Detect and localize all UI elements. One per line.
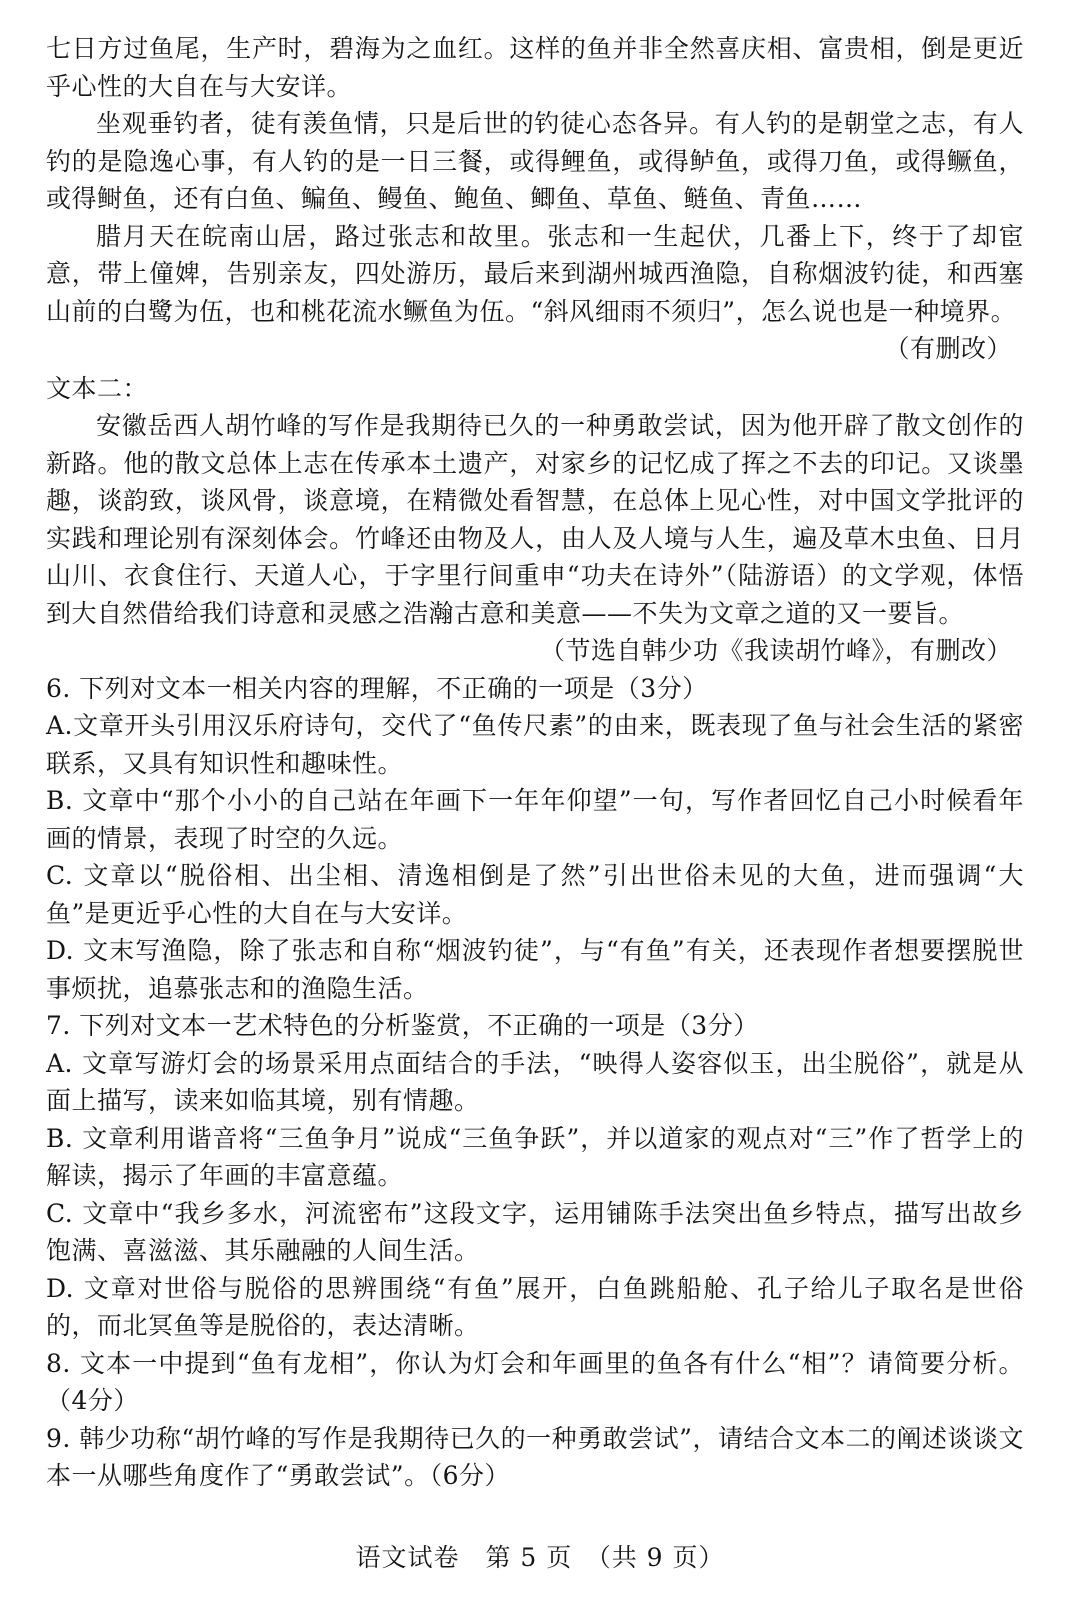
question-9 (46, 1420, 1024, 1495)
option-c: C. 文章中“我乡多水，河流密布”这段文字，运用铺陈手法突出鱼乡特点，描写出故乡饱满、喜滋滋、其乐融融的人间生活。 (46, 1198, 1024, 1265)
option-c: C. 文章以“脱俗相、出尘相、清逸相倒是了然”引出世俗未见的大鱼，进而强调“大鱼”是更近乎心性的大自在与大安详。 (46, 861, 1024, 928)
option-d: D. 文末写渔隐，除了张志和自称“烟波钓徒”，与“有鱼”有关，还表现作者想要摆脱世事烦扰，追慕张志和的渔隐生活。 (46, 936, 1024, 1003)
question-stem: 8. 文本一中提到“鱼有龙相”，你认为灯会和年画里的鱼各有什么“相”？请简要分析。（4分） (46, 1348, 1024, 1415)
section-heading: 文本二： (46, 373, 149, 403)
paragraph: 安徽岳西人胡竹峰的写作是我期待已久的一种勇敢尝试，因为他开辟了散文创作的新路。他的散文总体上志在传承本土遗产，对家乡的记忆成了挥之不去的印记。又谈墨趣，谈韵致，谈风骨，谈意境，在精微处看智慧，在总体上见心性，对中国文学批评的实践和理论别有深刻体会。竹峰还由物及人，由人及人境与人生，遍及草木虫鱼、日月山川、衣食住行、天道人心，于字里行间重申“功夫在诗外”（陆游语）的文学观，体悟到大自然借给我们诗意和灵感之浩瀚古意和美意——不失为文章之道的又一要旨。 (46, 411, 1024, 628)
question-7 (46, 1007, 1024, 1345)
question-stem: 6. 下列对文本一相关内容的理解，不正确的一项是（3分） (46, 673, 708, 703)
revision-note: （有删改） (884, 334, 1012, 363)
question-6 (46, 670, 1024, 1008)
paragraph: 七日方过鱼尾，生产时，碧海为之血红。这样的鱼并非全然喜庆相、富贵相，倒是更近乎心性的大自在与大安详。 (46, 34, 1024, 101)
page-footer: 语文试卷 第 5 页 （共 9 页） (355, 1543, 725, 1572)
paragraph: 腊月天在皖南山居，路过张志和故里。张志和一生起伏，几番上下，终于了却宦意，带上僮婢，告别亲友，四处游历，最后来到湖州城西渔隐，自称烟波钓徒，和西塞山前的白鹭为伍，也和桃花流水鳜鱼为伍。“斜风细雨不须归”，怎么说也是一种境界。 (46, 221, 1024, 326)
question-stem: 9. 韩少功称“胡竹峰的写作是我期待已久的一种勇敢尝试”，请结合文本二的阐述谈谈文本一从哪些角度作了“勇敢尝试”。（6分） (46, 1423, 1024, 1490)
text-two (46, 370, 1024, 670)
option-a: A. 文章写游灯会的场景采用点面结合的手法，“映得人姿容似玉，出尘脱俗”，就是从面上描写，读来如临其境，别有情趣。 (46, 1048, 1024, 1115)
option-d: D. 文章对世俗与脱俗的思辨围绕“有鱼”展开，白鱼跳船舱、孔子给儿子取名是世俗的，而北冥鱼等是脱俗的，表达清晰。 (46, 1273, 1024, 1340)
option-b: B. 文章中“那个小小的自己站在年画下一年年仰望”一句，写作者回忆自己小时候看年画的情景，表现了时空的久远。 (46, 786, 1024, 853)
paragraph: 坐观垂钓者，徒有羡鱼情，只是后世的钓徒心态各异。有人钓的是朝堂之志，有人钓的是隐逸心事，有人钓的是一日三餐，或得鲤鱼，或得鲈鱼，或得刀鱼，或得鳜鱼，或得鲥鱼，还有白鱼、鳊鱼、鳗鱼、鲍鱼、鲫鱼、草鱼、鲢鱼、青鱼…… (46, 109, 1024, 213)
question-stem: 7. 下列对文本一艺术特色的分析鉴赏，不正确的一项是（3分） (46, 1011, 759, 1040)
option-b: B. 文章利用谐音将“三鱼争月”说成“三鱼争跃”，并以道家的观点对“三”作了哲学上的解读，揭示了年画的丰富意蕴。 (46, 1123, 1024, 1190)
text-one-continuation (46, 30, 1024, 368)
option-a: A.文章开头引用汉乐府诗句，交代了“鱼传尺素”的由来，既表现了鱼与社会生活的紧密联系，又具有知识性和趣味性。 (46, 711, 1024, 778)
question-8 (46, 1345, 1024, 1420)
source-note: （节选自韩少功《我读胡竹峰》，有删改） (539, 636, 1012, 665)
